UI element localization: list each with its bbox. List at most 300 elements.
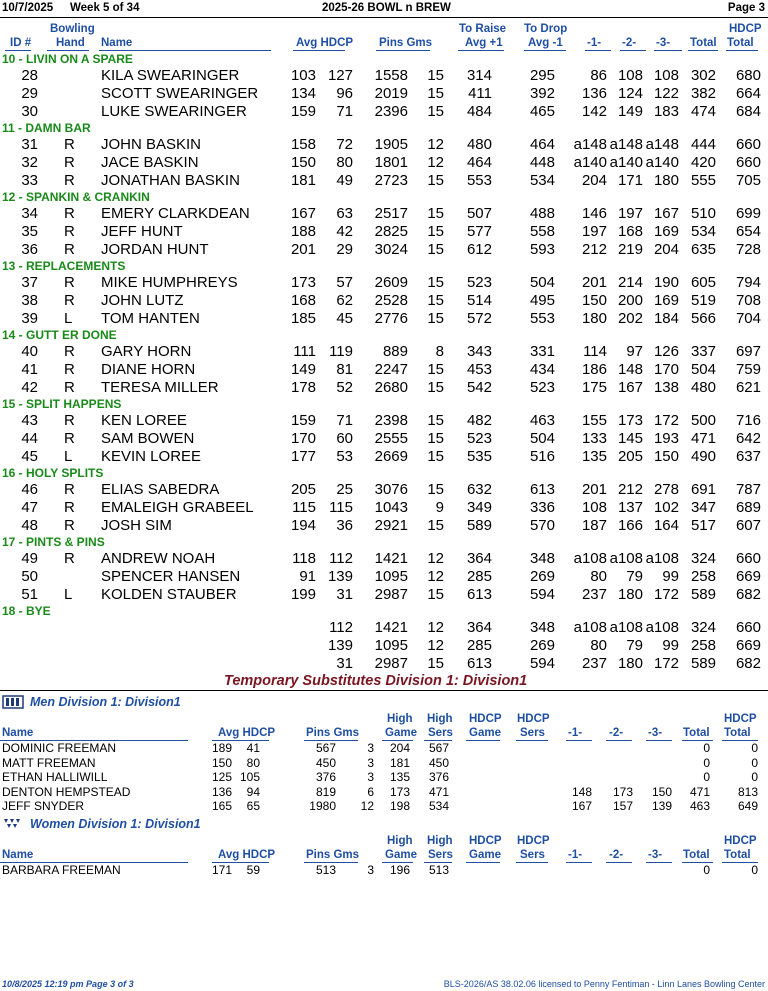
player-g1: 204	[581, 172, 607, 189]
player-id: 39	[21, 310, 38, 327]
player-id: 29	[21, 85, 38, 102]
sub-column-header: Avg HDCP	[218, 727, 276, 739]
player-hand: R	[64, 517, 75, 534]
sub-pins: 1980	[309, 799, 336, 813]
player-name: MIKE HUMPHREYS	[101, 274, 238, 291]
player-id: 44	[21, 430, 38, 447]
sub-pins: 567	[315, 741, 336, 755]
player-g1: 175	[581, 379, 607, 396]
column-header-underline	[458, 50, 504, 51]
player-pins: 2669	[374, 448, 408, 465]
sub-column-header: Game	[385, 727, 417, 739]
player-g3: 108	[653, 67, 679, 84]
player-g2: 197	[617, 205, 643, 222]
sub-g2: 157	[612, 799, 633, 813]
column-header-underline	[620, 50, 646, 51]
player-name: TERESA MILLER	[101, 379, 219, 396]
sub-column-header: Sers	[520, 727, 545, 739]
sub-column-header: Total	[683, 848, 710, 861]
player-raise: 314	[466, 67, 492, 84]
player-gms: 15	[427, 241, 444, 258]
player-id: 31	[21, 136, 38, 153]
player-hdcp: 36	[336, 517, 353, 534]
player-htot: 664	[735, 85, 761, 102]
column-header: -3-	[656, 37, 671, 49]
sub-hg: 181	[389, 755, 410, 770]
player-g1: 155	[581, 412, 607, 429]
player-tot: 517	[690, 517, 716, 534]
player-gms: 15	[427, 361, 444, 378]
player-drop: 534	[529, 172, 555, 189]
player-avg: 149	[290, 361, 316, 378]
player-avg: 159	[290, 103, 316, 120]
column-header: Avg HDCP	[296, 37, 354, 49]
player-id: 49	[21, 550, 38, 567]
player-htot: 654	[735, 223, 761, 240]
sub-column-header: -2-	[609, 727, 624, 739]
player-avg: 118	[292, 550, 316, 567]
sub-column-header: Total	[724, 727, 751, 739]
player-g2: a148	[609, 136, 643, 153]
report-date: 10/7/2025	[2, 2, 54, 14]
player-htot: 705	[735, 172, 761, 189]
column-header-underline	[5, 50, 31, 51]
player-drop: 463	[529, 412, 555, 429]
player-pins: 2921	[374, 517, 408, 534]
player-tot: 480	[690, 379, 716, 396]
player-hdcp: 112	[329, 550, 353, 567]
player-g3: 184	[653, 310, 679, 327]
player-g1: 135	[581, 448, 607, 465]
column-header: -1-	[587, 37, 602, 49]
player-id: 40	[21, 343, 38, 360]
women-bowling-icon	[2, 817, 24, 836]
player-hdcp: 45	[336, 310, 353, 327]
player-pins: 2723	[374, 172, 408, 189]
player-id: 51	[21, 586, 38, 603]
player-pins: 2528	[374, 292, 408, 309]
player-hdcp: 127	[327, 67, 353, 84]
player-hdcp: 31	[336, 655, 353, 672]
player-g1: 212	[581, 241, 607, 258]
player-drop: 464	[529, 136, 555, 153]
column-header-underline	[726, 50, 758, 51]
player-htot: 660	[735, 154, 761, 171]
column-header-underline	[524, 50, 566, 51]
sub-gms: 3	[367, 862, 374, 877]
column-header: -2-	[622, 37, 637, 49]
sub-column-header: Pins Gms	[306, 848, 360, 861]
player-g1: a108	[573, 550, 607, 567]
sub-column-header: Pins Gms	[306, 727, 360, 739]
player-drop: 504	[529, 430, 555, 447]
player-drop: 593	[529, 241, 555, 258]
player-tot: 258	[690, 637, 716, 654]
player-hdcp: 119	[329, 343, 353, 360]
player-hdcp: 63	[336, 205, 353, 222]
player-hdcp: 81	[336, 361, 353, 378]
player-g2: 171	[617, 172, 643, 189]
player-pins: 1095	[374, 637, 408, 654]
sub-tot: 471	[689, 784, 710, 799]
player-hdcp: 96	[336, 85, 353, 102]
sub-hs: 567	[428, 741, 449, 755]
player-hdcp: 139	[327, 637, 353, 654]
sub-column-header: -3-	[648, 727, 663, 739]
player-name: LUKE SWEARINGER	[101, 103, 247, 120]
player-g1: 80	[590, 637, 607, 654]
sub-hdcp: 41	[246, 741, 260, 755]
sub-htot: 0	[751, 741, 758, 755]
player-g1: 201	[581, 274, 607, 291]
team-title: 17 - PINTS & PINS	[2, 535, 105, 549]
player-name: EMALEIGH GRABEEL	[101, 499, 254, 516]
player-g1: 136	[581, 85, 607, 102]
sub-hg: 173	[389, 784, 410, 799]
player-name: KILA SWEARINGER	[101, 67, 240, 84]
player-g3: 169	[653, 223, 679, 240]
player-g3: 278	[653, 481, 679, 498]
player-htot: 607	[735, 517, 761, 534]
player-tot: 605	[690, 274, 716, 291]
player-g2: 149	[617, 103, 643, 120]
player-id: 38	[21, 292, 38, 309]
sub-column-header: Total	[724, 848, 751, 861]
player-pins: 2555	[374, 430, 408, 447]
sub-gms: 3	[367, 770, 374, 784]
player-hdcp: 80	[336, 154, 353, 171]
sub-column-header: Sers	[428, 848, 453, 861]
player-tot: 258	[690, 568, 716, 585]
player-tot: 510	[690, 205, 716, 222]
player-g2: a140	[609, 154, 643, 171]
team-title: 18 - BYE	[2, 604, 51, 618]
player-g1: 146	[581, 205, 607, 222]
player-g2: 219	[617, 241, 643, 258]
sub-column-header: HDCP	[724, 834, 757, 847]
player-g1: 142	[581, 103, 607, 120]
sub-name: DOMINIC FREEMAN	[2, 741, 116, 755]
player-gms: 15	[427, 292, 444, 309]
player-drop: 558	[529, 223, 555, 240]
player-gms: 15	[427, 67, 444, 84]
top-rule	[0, 17, 768, 18]
column-header-underline	[99, 50, 271, 51]
player-raise: 553	[466, 172, 492, 189]
player-id: 32	[21, 154, 38, 171]
sub-tot: 0	[703, 755, 710, 770]
player-tot: 691	[690, 481, 716, 498]
player-avg: 194	[290, 517, 316, 534]
sub-avg: 136	[211, 784, 232, 799]
sub-tot: 0	[703, 862, 710, 877]
player-name: JEFF HUNT	[101, 223, 183, 240]
player-htot: 682	[735, 655, 761, 672]
sub-htot: 0	[751, 770, 758, 784]
sub-hdcp: 94	[246, 784, 260, 799]
player-g1: 187	[581, 517, 607, 534]
player-htot: 642	[735, 430, 761, 447]
player-drop: 488	[529, 205, 555, 222]
player-raise: 577	[466, 223, 492, 240]
sub-htot: 0	[751, 862, 758, 877]
player-raise: 535	[466, 448, 492, 465]
player-drop: 434	[529, 361, 555, 378]
player-gms: 9	[435, 499, 444, 516]
sub-hs: 376	[428, 770, 449, 784]
player-hand: R	[64, 379, 75, 396]
player-hdcp: 57	[336, 274, 353, 291]
sub-column-header: HDCP	[469, 834, 502, 847]
player-hdcp: 71	[336, 103, 353, 120]
player-g2: 137	[617, 499, 643, 516]
player-raise: 514	[466, 292, 492, 309]
player-hand: R	[64, 481, 75, 498]
sub-hdcp: 59	[246, 862, 260, 877]
player-g3: 190	[653, 274, 679, 291]
player-id: 47	[21, 499, 38, 516]
player-tot: 324	[690, 550, 716, 567]
sub-name: BARBARA FREEMAN	[2, 862, 121, 877]
player-hdcp: 53	[336, 448, 353, 465]
sub-hg: 204	[389, 741, 410, 755]
player-g2: 214	[617, 274, 643, 291]
player-gms: 12	[427, 154, 444, 171]
player-hdcp: 29	[336, 241, 353, 258]
player-drop: 348	[529, 550, 555, 567]
player-g2: a108	[609, 619, 643, 636]
sub-column-header: HDCP	[724, 713, 757, 725]
player-gms: 15	[427, 586, 444, 603]
player-drop: 594	[529, 586, 555, 603]
player-name: GARY HORN	[101, 343, 192, 360]
sub-tot: 0	[703, 770, 710, 784]
column-header: Name	[101, 37, 133, 49]
player-name: EMERY CLARKDEAN	[101, 205, 250, 222]
player-drop: 613	[529, 481, 555, 498]
sub-pins: 819	[315, 784, 336, 799]
sub-group-title: Women Division 1: Division1	[30, 816, 201, 831]
sub-pins: 513	[315, 862, 336, 877]
player-gms: 15	[427, 310, 444, 327]
player-htot: 637	[735, 448, 761, 465]
sub-avg: 150	[211, 755, 232, 770]
player-g1: a108	[573, 619, 607, 636]
player-hand: R	[64, 430, 75, 447]
sub-column-header: -1-	[568, 848, 583, 861]
player-id: 41	[21, 361, 38, 378]
player-avg: 91	[299, 568, 316, 585]
player-name: TOM HANTEN	[101, 310, 200, 327]
player-g3: 169	[653, 292, 679, 309]
player-avg: 170	[290, 430, 316, 447]
column-header-underline	[376, 50, 430, 51]
player-tot: 302	[690, 67, 716, 84]
player-name: SPENCER HANSEN	[101, 568, 241, 585]
sub-tot: 0	[703, 741, 710, 755]
player-g1: 237	[581, 655, 607, 672]
sub-column-header: Game	[469, 727, 501, 739]
player-g3: 183	[653, 103, 679, 120]
player-raise: 364	[466, 550, 492, 567]
player-tot: 589	[690, 655, 716, 672]
sub-column-header: High	[427, 713, 453, 725]
player-htot: 660	[735, 550, 761, 567]
sub-header-underline	[606, 862, 632, 863]
player-gms: 15	[427, 655, 444, 672]
player-hdcp: 42	[336, 223, 353, 240]
player-raise: 484	[466, 103, 492, 120]
player-g1: 114	[583, 343, 607, 360]
team-title: 11 - DAMN BAR	[2, 121, 91, 135]
player-g3: 138	[653, 379, 679, 396]
player-hdcp: 60	[336, 430, 353, 447]
player-hand: R	[64, 499, 75, 516]
player-drop: 448	[529, 154, 555, 171]
sub-column-header: High	[387, 713, 413, 725]
player-hdcp: 115	[329, 499, 353, 516]
sub-hs: 513	[428, 862, 449, 877]
player-g3: 193	[653, 430, 679, 447]
column-header-underline	[688, 50, 718, 51]
player-drop: 269	[529, 568, 555, 585]
sub-column-header: Sers	[428, 727, 453, 739]
sub-column-header: Game	[469, 848, 501, 861]
player-hdcp: 112	[329, 619, 353, 636]
sub-header-underline	[566, 862, 592, 863]
column-header: Avg +1	[465, 37, 503, 49]
player-g2: 167	[617, 379, 643, 396]
column-header: HDCP	[729, 23, 762, 35]
player-drop: 465	[529, 103, 555, 120]
sub-column-header: Name	[2, 848, 34, 861]
player-htot: 704	[735, 310, 761, 327]
player-g2: 145	[617, 430, 643, 447]
sub-column-header: High	[387, 834, 413, 847]
player-avg: 134	[290, 85, 316, 102]
player-gms: 12	[427, 568, 444, 585]
player-hand: R	[64, 136, 75, 153]
player-gms: 12	[427, 550, 444, 567]
player-id: 33	[21, 172, 38, 189]
player-id: 28	[21, 67, 38, 84]
player-hdcp: 72	[336, 136, 353, 153]
player-avg: 150	[290, 154, 316, 171]
sub-hs: 471	[428, 784, 449, 799]
column-header: To Raise	[459, 23, 507, 35]
player-tot: 566	[690, 310, 716, 327]
player-g2: 200	[617, 292, 643, 309]
player-g2: 97	[626, 343, 643, 360]
player-htot: 716	[735, 412, 761, 429]
player-pins: 1095	[374, 568, 408, 585]
player-gms: 15	[427, 85, 444, 102]
sub-header-underline	[606, 740, 632, 741]
player-hand: R	[64, 412, 75, 429]
column-header: Total	[690, 37, 717, 49]
player-avg: 199	[290, 586, 316, 603]
player-g1: 108	[581, 499, 607, 516]
player-drop: 570	[529, 517, 555, 534]
player-tot: 500	[690, 412, 716, 429]
sub-pins: 376	[315, 770, 336, 784]
column-header: Pins Gms	[379, 37, 433, 49]
player-pins: 2776	[374, 310, 408, 327]
sub-g1: 167	[571, 799, 592, 813]
player-tot: 471	[690, 430, 716, 447]
team-title: 12 - SPANKIN & CRANKIN	[2, 190, 150, 204]
player-gms: 15	[427, 481, 444, 498]
player-gms: 15	[427, 448, 444, 465]
player-name: JOHN LUTZ	[101, 292, 184, 309]
player-hdcp: 139	[327, 568, 353, 585]
sub-name: DENTON HEMPSTEAD	[2, 784, 131, 799]
player-name: JORDAN HUNT	[101, 241, 209, 258]
player-hand: R	[64, 343, 75, 360]
player-tot: 635	[690, 241, 716, 258]
player-g1: 133	[581, 430, 607, 447]
player-id: 50	[21, 568, 38, 585]
player-drop: 553	[529, 310, 555, 327]
column-header: Total	[727, 37, 754, 49]
player-g2: 79	[626, 637, 643, 654]
player-tot: 490	[690, 448, 716, 465]
player-g1: 186	[581, 361, 607, 378]
player-g2: a108	[609, 550, 643, 567]
player-tot: 555	[690, 172, 716, 189]
player-pins: 2825	[374, 223, 408, 240]
player-htot: 682	[735, 586, 761, 603]
sub-g2: 173	[612, 784, 633, 799]
sub-hg: 198	[389, 799, 410, 813]
subs-title: Temporary Substitutes Division 1: Division1	[224, 673, 528, 689]
player-hdcp: 71	[336, 412, 353, 429]
sub-column-header: Total	[683, 727, 710, 739]
player-avg: 167	[290, 205, 316, 222]
player-pins: 2398	[374, 412, 408, 429]
player-htot: 787	[735, 481, 761, 498]
player-pins: 3076	[374, 481, 408, 498]
player-g2: 205	[617, 448, 643, 465]
player-g3: a140	[645, 154, 679, 171]
player-g1: 86	[590, 67, 607, 84]
player-g2: 148	[617, 361, 643, 378]
player-g2: 108	[617, 67, 643, 84]
player-gms: 15	[427, 379, 444, 396]
player-tot: 347	[690, 499, 716, 516]
sub-column-header: Name	[2, 727, 34, 739]
player-hand: R	[64, 292, 75, 309]
sub-avg: 165	[211, 799, 232, 813]
player-g3: 102	[653, 499, 679, 516]
player-g3: a108	[645, 619, 679, 636]
player-pins: 2517	[374, 205, 408, 222]
week-label: Week 5 of 34	[70, 2, 140, 14]
column-header-underline	[585, 50, 611, 51]
player-g2: 124	[617, 85, 643, 102]
column-header: Avg -1	[528, 37, 563, 49]
player-g3: 99	[662, 568, 679, 585]
sub-group-title: Men Division 1: Division1	[30, 695, 181, 709]
player-tot: 519	[690, 292, 716, 309]
player-gms: 12	[427, 136, 444, 153]
player-avg: 188	[290, 223, 316, 240]
player-tot: 504	[690, 361, 716, 378]
player-raise: 285	[466, 568, 492, 585]
player-raise: 613	[466, 655, 492, 672]
player-avg: 185	[290, 310, 316, 327]
sub-header-underline	[646, 862, 672, 863]
